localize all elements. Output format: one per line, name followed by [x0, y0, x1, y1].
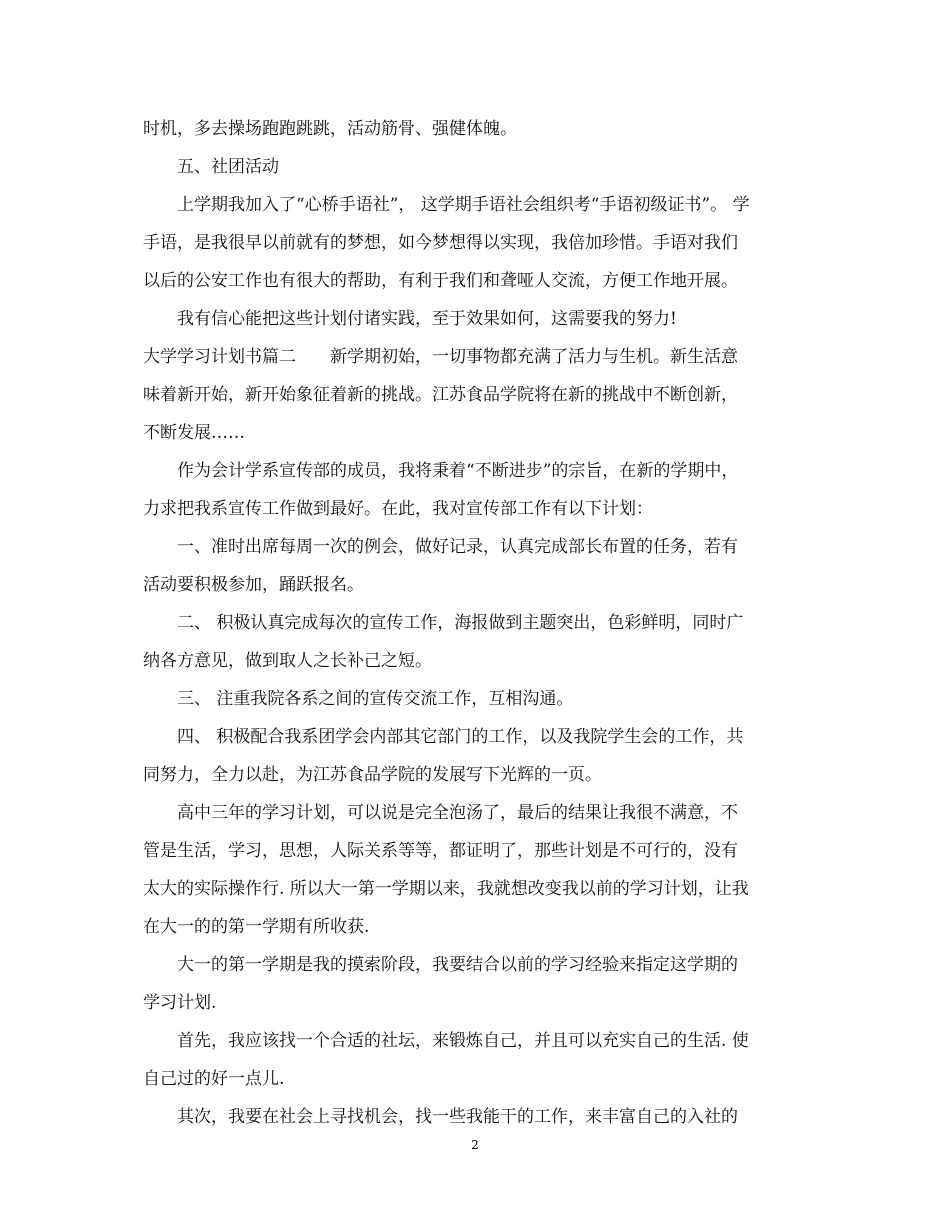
text-line: 纳各方意见，做到取人之长补己之短。: [143, 651, 432, 671]
text-line: 一、准时出席每周一次的例会，做好记录，认真完成部长布置的任务，若有: [177, 537, 738, 557]
text-line: 上学期我加入了“心桥手语社”， 这学期手语社会组织考“手语初级证书”。 学: [177, 195, 750, 215]
page-number: 2: [471, 1138, 479, 1152]
text-line: 自己过的好一点儿.: [143, 1069, 285, 1089]
text-line: 力求把我系宣传工作做到最好。在此，我对宣传部工作有以下计划：: [143, 499, 653, 519]
text-line: 三、 注重我院各系之间的宣传交流工作，互相沟通。: [177, 689, 574, 709]
section-heading: 五、社团活动: [177, 157, 279, 177]
text-line: 大学学习计划书篇二 新学期初始，一切事物都充满了活力与生机。新生活意: [143, 347, 738, 367]
text-line: 二、 积极认真完成每次的宣传工作，海报做到主题突出，色彩鲜明，同时广: [177, 613, 744, 633]
text-line: 四、 积极配合我系团学会内部其它部门的工作，以及我院学生会的工作，共: [177, 727, 744, 747]
text-line: 味着新开始，新开始象征着新的挑战。江苏食品学院将在新的挑战中不断创新，: [143, 385, 738, 405]
text-line: 以后的公安工作也有很大的帮助，有利于我们和聋哑人交流，方便工作地开展。: [143, 271, 738, 291]
text-line: 在大一的的第一学期有所收获.: [143, 917, 370, 937]
text-line: 同努力，全力以赴，为江苏食品学院的发展写下光辉的一页。: [143, 765, 602, 785]
text-line: 管是生活，学习，思想，人际关系等等，都证明了，那些计划是不可行的，没有: [143, 841, 738, 861]
text-line: 太大的实际操作行. 所以大一第一学期以来，我就想改变我以前的学习计划，让我: [143, 879, 749, 899]
text-line: 学习计划.: [143, 993, 217, 1013]
text-line: 高中三年的学习计划，可以说是完全泡汤了，最后的结果让我很不满意，不: [177, 803, 738, 823]
text-line: 时机，多去操场跑跑跳跳，活动筋骨、强健体魄。: [143, 119, 517, 139]
text-line: 我有信心能把这些计划付诸实践，至于效果如何，这需要我的努力!: [177, 309, 677, 329]
text-line: 首先，我应该找一个合适的社坛，来锻炼自己，并且可以充实自己的生活. 使: [177, 1031, 749, 1051]
text-line: 不断发展……: [143, 423, 245, 443]
text-line: 其次，我要在社会上寻找机会，找一些我能干的工作，来丰富自己的入社的: [177, 1107, 738, 1127]
text-line: 手语，是我很早以前就有的梦想，如今梦想得以实现，我倍加珍惜。手语对我们: [143, 233, 738, 253]
text-line: 活动要积极参加，踊跃报名。: [143, 575, 364, 595]
text-line: 大一的第一学期是我的摸索阶段，我要结合以前的学习经验来指定这学期的: [177, 955, 738, 975]
text-line: 作为会计学系宣传部的成员，我将秉着“不断进步”的宗旨，在新的学期中，: [177, 461, 739, 481]
